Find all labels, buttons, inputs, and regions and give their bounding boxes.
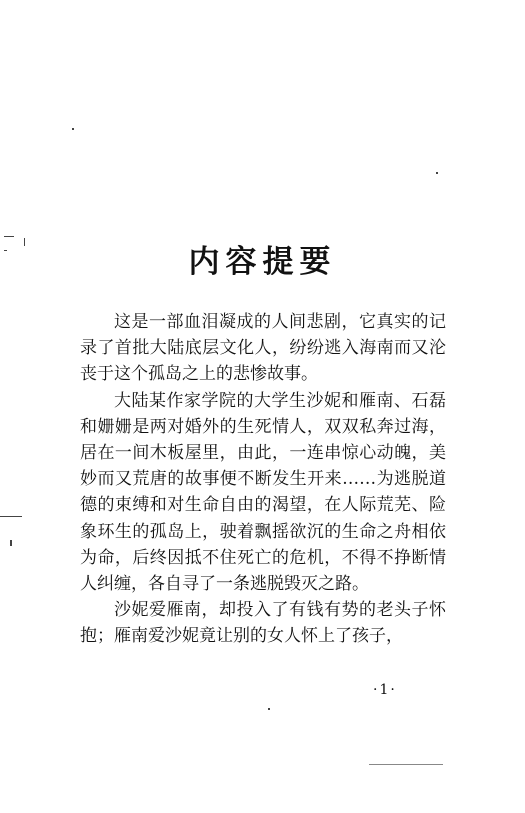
scan-speck (369, 764, 443, 765)
synopsis-body (80, 309, 446, 650)
scan-speck (0, 516, 22, 517)
scan-speck (4, 250, 7, 251)
scan-speck (24, 238, 25, 246)
paragraph-1: 这是一部血泪凝成的人间悲剧，它真实的记录了首批大陆底层文化人，纷纷逃入海南而又沦丧于这个孤岛之上的悲惨故事。 (80, 312, 446, 385)
scan-speck (436, 172, 438, 174)
scan-speck (10, 540, 12, 546)
scan-speck (4, 236, 14, 237)
page-number: ·1· (373, 682, 397, 698)
page-title: 内容提要 (188, 244, 337, 280)
scan-speck (268, 708, 270, 710)
scan-speck (72, 128, 74, 130)
paragraph-3: 沙妮爱雁南，却投入了有钱有势的老头子怀抱；雁南爱沙妮竟让别的女人怀上了孩子， (80, 600, 446, 647)
paragraph-2: 大陆某作家学院的大学生沙妮和雁南、石磊和姗姗是两对婚外的生死情人，双双私奔过海，居在一间木板屋里，由此，一连串惊心动魄，美妙而又荒唐的故事便不断发生开来……为逃脱道德的束缚和对生命自由的渴望，在人际荒芜、险象环生的孤岛上，驶着飘摇欲沉的生命之舟相依为命，后终因抵不住死亡的危机，不得不挣断情人纠缠，各自寻了一条逃脱毁灭之路。 (80, 390, 446, 595)
